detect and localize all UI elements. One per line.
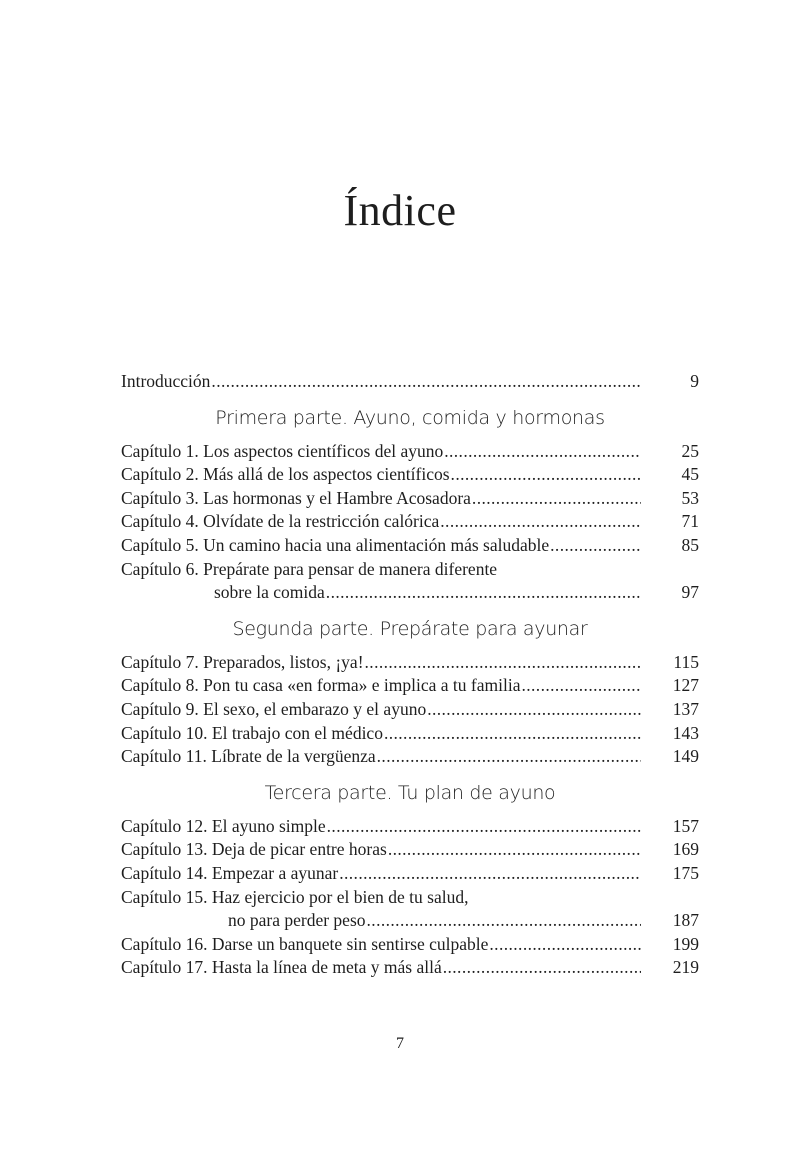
part-heading: Primera parte. Ayuno, comida y hormonas [215, 406, 605, 429]
toc-entry-page: 25 [681, 440, 699, 461]
dot-leader [365, 651, 641, 675]
dot-leader [326, 581, 641, 605]
toc-entry-label: Introducción [121, 371, 211, 391]
table-of-contents [121, 370, 699, 980]
dot-leader [367, 909, 641, 933]
toc-entry-page: 143 [672, 722, 699, 743]
toc-entry [121, 698, 699, 722]
toc-entry-page: 169 [672, 839, 699, 860]
dot-leader [427, 698, 641, 722]
toc-entry-label: Capítulo 2. Más allá de los aspectos científicos [121, 464, 450, 485]
toc-entry [121, 886, 699, 910]
toc-entry-page: 199 [672, 933, 699, 954]
dot-leader [444, 440, 641, 464]
toc-entry-label: Capítulo 16. Darse un banquete sin sentirse culpable [121, 933, 489, 954]
page-title: Índice [343, 186, 457, 235]
dot-leader [443, 956, 641, 980]
toc-entry-page: 157 [672, 815, 699, 836]
toc-entry-page: 71 [681, 511, 699, 532]
toc-entry [121, 651, 699, 675]
toc-entry [121, 510, 699, 534]
part-heading: Segunda parte. Prepárate para ayunar [232, 617, 588, 640]
toc-entry-page: 115 [673, 651, 699, 672]
toc-entry-label: Capítulo 10. El trabajo con el médico [121, 722, 383, 743]
toc-entry-label: Capítulo 11. Líbrate de la vergüenza [121, 746, 376, 767]
toc-entry [121, 745, 699, 769]
dot-leader [440, 510, 641, 534]
toc-entry [121, 956, 699, 980]
part-heading: Tercera parte. Tu plan de ayuno [264, 781, 556, 804]
toc-entry-introduction [121, 370, 699, 394]
toc-entry-page: 149 [672, 746, 699, 767]
toc-entry-label: Capítulo 14. Empezar a ayunar [121, 862, 339, 883]
toc-entry-label: Capítulo 3. Las hormonas y el Hambre Acosadora [121, 487, 471, 508]
dot-leader [211, 370, 641, 394]
toc-entry-label: Capítulo 13. Deja de picar entre horas [121, 839, 387, 860]
toc-entry-label: Capítulo 17. Hasta la línea de meta y más allá [121, 957, 442, 978]
toc-entry-label: Capítulo 9. El sexo, el embarazo y el ayuno [121, 698, 427, 719]
toc-entry-page: 187 [672, 910, 699, 931]
toc-entry-label: Capítulo 5. Un camino hacia una alimentación más saludable [121, 534, 550, 555]
page-number: 7 [396, 1035, 404, 1052]
toc-entry-page: 45 [681, 464, 699, 485]
dot-leader [388, 838, 641, 862]
toc-entry-label: Capítulo 7. Preparados, listos, ¡ya! [121, 651, 364, 672]
dot-leader [327, 815, 641, 839]
toc-entry [121, 933, 699, 957]
toc-entry-page: 175 [672, 862, 699, 883]
dot-leader [384, 722, 641, 746]
toc-entry-label: Capítulo 4. Olvídate de la restricción calórica [121, 511, 440, 532]
toc-entry [121, 815, 699, 839]
toc-entry [121, 722, 699, 746]
toc-entry-label: Capítulo 15. Haz ejercicio por el bien de tu salud, [121, 886, 469, 907]
dot-leader [377, 745, 641, 769]
toc-entry-page: 97 [681, 582, 699, 603]
toc-entry-label: Capítulo 8. Pon tu casa «en forma» e implica a tu familia [121, 675, 521, 696]
toc-entry-continuation [121, 581, 699, 605]
toc-entry-label-continued: no para perder peso [228, 910, 366, 931]
toc-entry [121, 534, 699, 558]
toc-entry-label: Capítulo 12. El ayuno simple [121, 815, 326, 836]
toc-entry-label: Capítulo 6. Prepárate para pensar de manera diferente [121, 558, 498, 579]
toc-entry-continuation [121, 909, 699, 933]
toc-entry-label: Capítulo 1. Los aspectos científicos del ayuno [121, 440, 444, 461]
dot-leader [472, 487, 641, 511]
toc-entry [121, 463, 699, 487]
toc-entry [121, 487, 699, 511]
dot-leader [339, 862, 641, 886]
toc-entry-page: 127 [672, 675, 699, 696]
dot-leader [451, 463, 641, 487]
dot-leader [489, 933, 641, 957]
toc-entry [121, 440, 699, 464]
toc-entry-page: 85 [681, 534, 699, 555]
toc-entry-page: 137 [672, 698, 699, 719]
dot-leader [550, 534, 641, 558]
toc-entry [121, 862, 699, 886]
toc-entry-page: 53 [681, 487, 699, 508]
toc-entry-page: 219 [672, 957, 699, 978]
toc-entry [121, 558, 699, 582]
toc-entry [121, 838, 699, 862]
toc-entry [121, 674, 699, 698]
toc-entry-label-continued: sobre la comida [214, 582, 325, 603]
dot-leader [521, 674, 641, 698]
toc-entry-page: 9 [690, 371, 699, 391]
